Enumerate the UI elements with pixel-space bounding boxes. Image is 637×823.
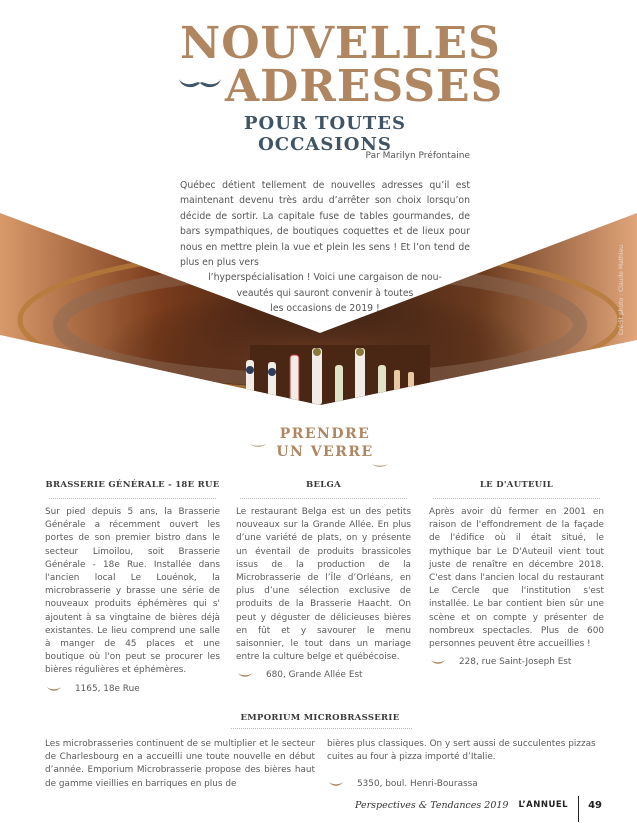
photo-credit: Crédit photo : Claude Mathieu (618, 244, 625, 335)
article-brasserie-generale (45, 476, 220, 694)
emporium-body-right: bières plus classiques. On y sert aussi de succulentes pizzas cuites au four à pizza importé d’Italie. (327, 739, 596, 763)
article-address (236, 670, 411, 680)
publication-name: Perspectives & Tendances 2019 (354, 799, 509, 811)
article-address (429, 657, 604, 667)
byline: Par Marilyn Préfontaine (365, 151, 470, 161)
address-text: 5350, boul. Henri-Bourassa (357, 779, 478, 789)
article-title: BRASSERIE GÉNÉRALE - 18E RUE (45, 480, 220, 490)
mustache-icon (238, 672, 252, 678)
address-text: 228, rue Saint-Joseph Est (459, 657, 572, 668)
article-title: LE D'AUTEUIL (479, 480, 554, 490)
address-text: 680, Grande Allée Est (266, 670, 363, 681)
mustache-icon (178, 77, 222, 91)
mustache-icon (329, 781, 343, 787)
section-heading-line-1: PRENDRE (279, 426, 371, 442)
article-body: Après avoir dû fermer en 2001 en raison de l'effondrement de la façade de l'édifice où il était situé, le mythique bar Le D'Auteuil vient tout juste de renaître en décembre 2018. C'est dans l'ancien local du restaurant Le Cercle que l'institution s'est installée. Le bar contient bien sûr une scène et on compte y présenter de nombreux spectacles. Plus de 600 personnes peuvent être accueillies ! (429, 507, 604, 650)
article-title: BELGA (306, 480, 341, 490)
magazine-name: L’ANNUEL (518, 800, 569, 810)
emporium-body-left: Les microbrasseries continuent de se multiplier et le secteur de Charlesbourg en a accueilli une toute nouvelle en début d’année. Emporium Microbrasserie propose des bières haut de gamme vieillies en barriques en plus de (45, 739, 315, 789)
divider (240, 498, 407, 499)
divider (49, 498, 216, 499)
intro-text: Québec détient tellement de nouvelles adresses qu’il est maintenant devenu très ardu d’arrêter son choix lorsqu’on décide de sortir. La capitale fuse de tables gourmandes, de bars sympathiques, de boutiques coquettes et de lieux pour nous en mettre plein la vue et plein les sens ! Et l’on tend de plus en plus vers (180, 180, 470, 269)
intro-line-7: veautés qui sauront convenir à toutes (236, 287, 414, 299)
intro-line-8: les occasions de 2019 ! (270, 303, 380, 315)
emporium-address (327, 779, 478, 789)
footer-divider (578, 796, 579, 822)
divider (231, 728, 412, 729)
section-ornament-right-icon (372, 453, 388, 472)
mustache-icon (47, 686, 61, 692)
intro-paragraph (180, 178, 470, 317)
address-text: 1165, 18e Rue (75, 683, 140, 694)
mustache-icon (431, 659, 445, 665)
article-le-dauteuil (429, 476, 604, 667)
divider (433, 498, 600, 499)
article-body: Le restaurant Belga est un des petits nouveaux sur la Grande Allée. En plus d’une variété de plats, on y présente un éventail de produits brassicoles issus de la production de la Microbrasserie de l’Île d’Orléans, en plus d’une sélection exclusive de produits de la Brasserie Haacht. On peut y déguster de délicieuses bières en fût et y savourer le menu saisonnier, le tout dans un mariage entre la culture belge et québécoise. (236, 507, 411, 663)
title-line-1: NOUVELLES (180, 18, 501, 69)
article-title-emporium: EMPORIUM MICROBRASSERIE (240, 713, 400, 723)
page-number: 49 (588, 799, 602, 811)
page-footer (355, 794, 602, 816)
article-body: Sur pied depuis 5 ans, la Brasserie Générale a récemment ouvert les portes de son premier bistro dans le secteur Limoilou, soit Brasserie Générale - 18e Rue. Installée dans l'ancien local Le Louénok, la microbrasserie y brasse une série de nouveaux produits éphémères qui s' ajoutent à sa vingtaine de bières déjà existantes. Le lieu comprend une salle à manger de 45 places et une boutique où l'on peut se procurer les bières régulières et éphémères. (45, 507, 220, 676)
title-line-2: ADRESSES (225, 61, 504, 112)
intro-line-6: l’hyperspécialisation ! Voici une cargaison de nou- (208, 272, 442, 284)
article-belga (236, 476, 411, 680)
article-address (45, 684, 220, 694)
section-heading-line-2: UN VERRE (276, 444, 374, 460)
subtitle: POUR TOUTES OCCASIONS (243, 113, 407, 155)
